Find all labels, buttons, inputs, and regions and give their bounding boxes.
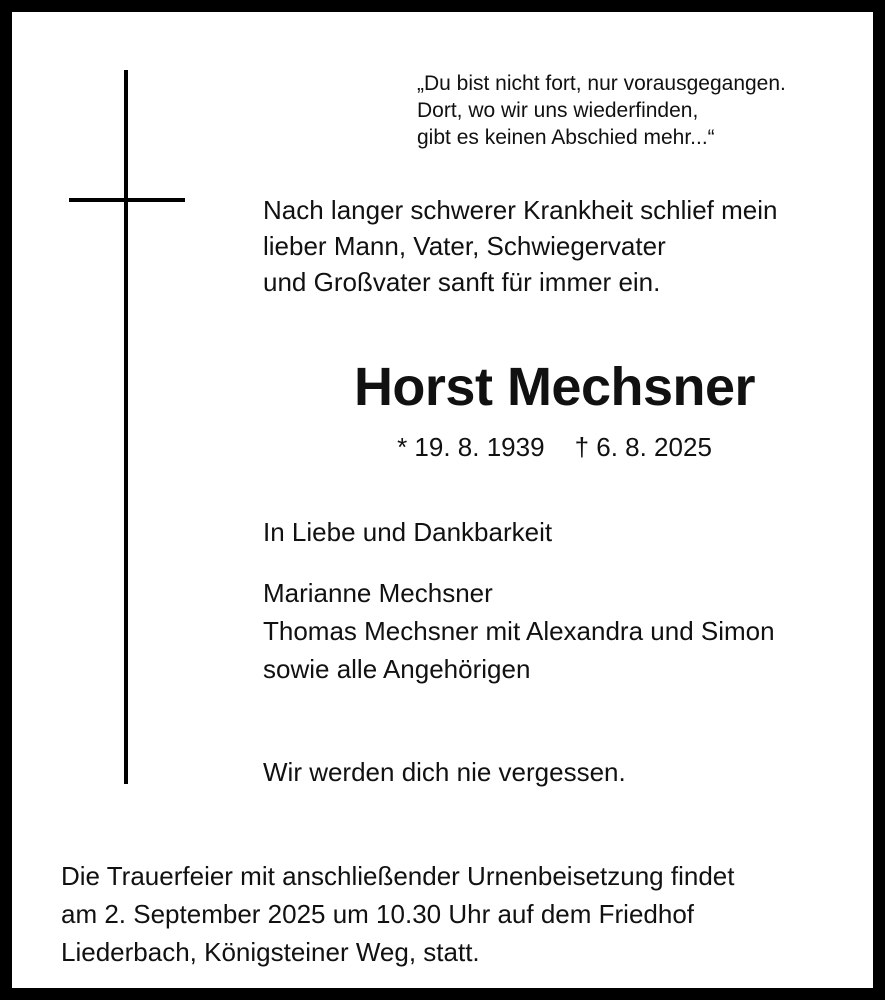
mourner-line: Thomas Mechsner mit Alexandra und Simon xyxy=(263,616,775,646)
mourner-line: Marianne Mechsner xyxy=(263,578,493,608)
announcement-line: und Großvater sanft für immer ein. xyxy=(263,267,661,297)
memorial-quote xyxy=(417,70,867,151)
quote-line: Dort, wo wir uns wiederfinden, xyxy=(417,99,699,122)
funeral-info-line: am 2. September 2025 um 10.30 Uhr auf dem Friedhof xyxy=(61,899,695,929)
life-dates xyxy=(262,429,847,465)
announcement-line: lieber Mann, Vater, Schwiegervater xyxy=(263,231,666,261)
cross-icon-horizontal-bar xyxy=(69,198,185,202)
cross-icon-vertical-bar xyxy=(124,70,128,784)
quote-line: gibt es keinen Abschied mehr...“ xyxy=(417,126,715,149)
funeral-info xyxy=(61,857,871,971)
deceased-name: Horst Mechsner xyxy=(353,357,756,417)
death-date: † 6. 8. 2025 xyxy=(574,432,712,462)
thanks-line: In Liebe und Dankbarkeit xyxy=(263,517,553,547)
closing-line: Wir werden dich nie vergessen. xyxy=(263,757,626,787)
death-announcement xyxy=(263,192,873,300)
quote-line: „Du bist nicht fort, nur vorausgegangen. xyxy=(417,72,786,95)
funeral-info-line: Die Trauerfeier mit anschließender Urnenbeisetzung findet xyxy=(61,861,735,891)
birth-date: * 19. 8. 1939 xyxy=(397,432,545,462)
mourners-list xyxy=(263,574,775,688)
announcement-line: Nach langer schwerer Krankheit schlief mein xyxy=(263,195,778,225)
mourner-line: sowie alle Angehörigen xyxy=(263,654,531,684)
funeral-info-line: Liederbach, Königsteiner Weg, statt. xyxy=(61,937,480,967)
